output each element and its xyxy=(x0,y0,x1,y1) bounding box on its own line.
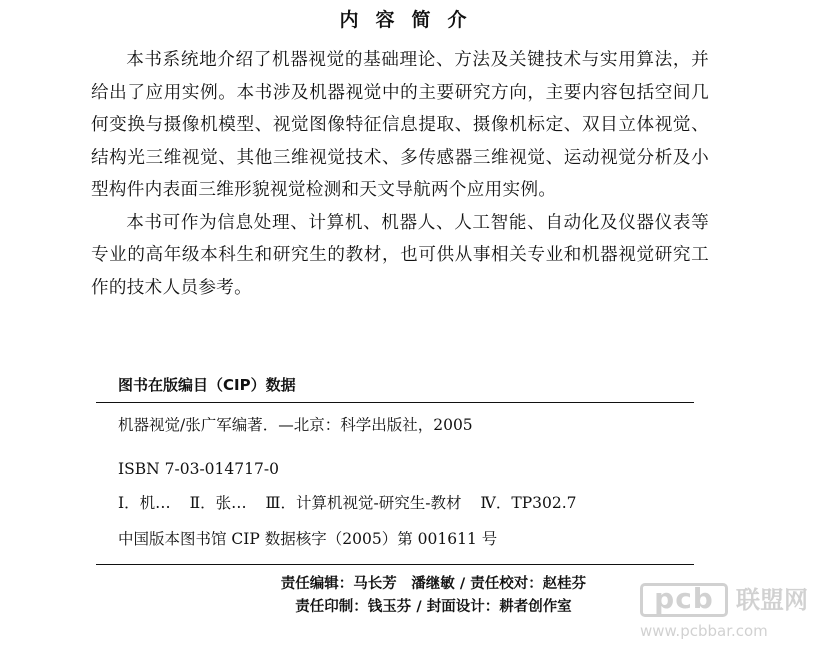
watermark-url: www.pcbbar.com xyxy=(640,622,768,640)
abstract-paragraph: 本书系统地介绍了机器视觉的基础理论、方法及关键技术与实用算法，并给出了应用实例。本书涉及机器视觉中的主要研究方向，主要内容包括空间几何变换与摄像机模型、视觉图像特征信息提取、摄像机标定、双目立体视觉、结构光三维视觉、其他三维视觉技术、多传感器三维视觉、运动视觉分析及小型构件内表面三维形貌视觉检测和天文导航两个应用实例。 xyxy=(91,50,709,200)
site-watermark xyxy=(640,583,822,645)
cip-record: 中国版本图书馆 CIP 数据核字（2005）第 001611 号 xyxy=(118,530,498,548)
abstract-section xyxy=(91,44,709,304)
credits-editors: 责任编辑：马长芳 潘继敏 / 责任校对：赵桂芬 xyxy=(280,576,587,592)
cip-heading: 图书在版编目（CIP）数据 xyxy=(118,376,296,394)
cip-class-ii: Ⅱ．张… xyxy=(189,494,247,512)
cip-isbn: ISBN 7-03-014717-0 xyxy=(118,460,279,478)
cip-classification xyxy=(118,492,577,514)
cip-class-iii: Ⅲ．计算机视觉-研究生-教材 xyxy=(265,494,462,512)
cip-class-i: Ⅰ．机… xyxy=(118,494,171,512)
cip-class-iv: Ⅳ．TP302.7 xyxy=(480,494,577,512)
cip-entry: 机器视觉/张广军编著．—北京：科学出版社，2005 xyxy=(118,416,473,434)
abstract-paragraph: 本书可作为信息处理、计算机、机器人、人工智能、自动化及仪器仪表等专业的高年级本科生和研究生的教材，也可供从事相关专业和机器视觉研究工作的技术人员参考。 xyxy=(91,212,709,298)
cip-bottom-rule xyxy=(96,564,694,565)
watermark-logo: pcb xyxy=(640,583,728,617)
cip-top-rule xyxy=(96,402,694,403)
watermark-name: 联盟网 xyxy=(736,586,808,614)
credits-production: 责任印制：钱玉芬 / 封面设计：耕者创作室 xyxy=(295,599,572,615)
page-title: 内容简介 xyxy=(339,9,484,31)
